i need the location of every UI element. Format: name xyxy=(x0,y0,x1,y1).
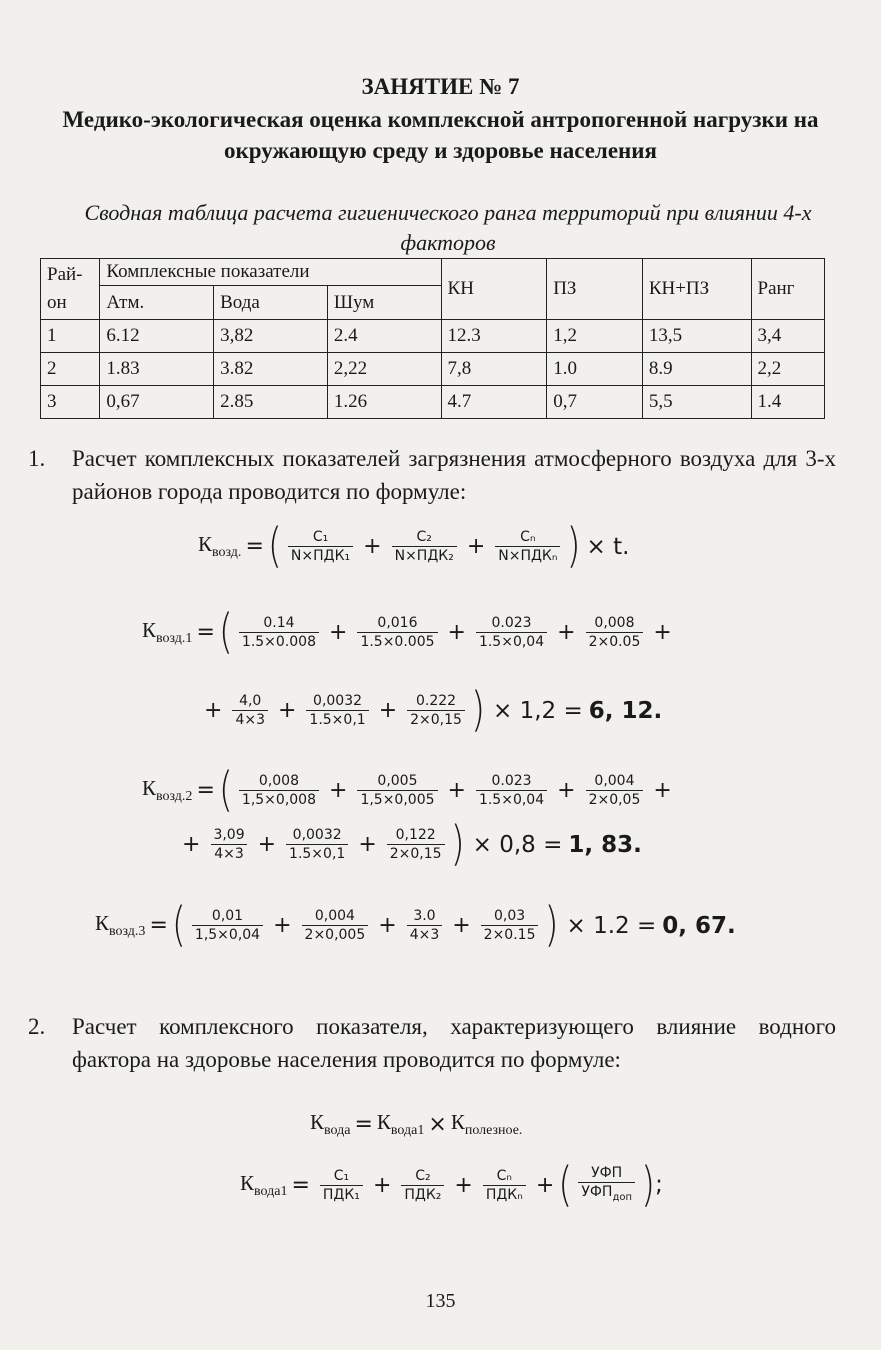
plus-sign: + xyxy=(557,620,576,645)
plus-sign: + xyxy=(372,1172,392,1198)
paren-left: ( xyxy=(171,898,186,953)
semicolon: ; xyxy=(655,1172,663,1199)
result-value: 6, 12. xyxy=(588,697,663,724)
fraction: $\frac{0,0032}{1.5\times 0,1}$ xyxy=(286,826,348,863)
fraction: $\frac{\text{C₂}}{\text{N×ПДК₂}}$ xyxy=(392,528,457,565)
multiplier: × 1,2 = xyxy=(492,697,583,724)
table-row xyxy=(41,386,825,419)
fraction: $\frac{0.023}{1.5\times 0,04}$ xyxy=(476,614,547,651)
paren-right: ) xyxy=(450,817,465,872)
paren-right: ) xyxy=(641,1158,656,1213)
cell: 12.3 xyxy=(441,320,547,353)
formula-tail: × t. xyxy=(586,533,630,560)
paren-right: ) xyxy=(566,519,581,574)
table-caption: Сводная таблица расчета гигиенического ранга территорий при влиянии 4-х факторов xyxy=(84,200,812,255)
col-header-rayon: Рай-он xyxy=(41,259,100,320)
cell: 3 xyxy=(41,386,100,419)
plus-sign: + xyxy=(273,913,292,938)
fraction: $\frac{0.222}{2\times 0,15}$ xyxy=(407,692,465,729)
formula-lhs: $К_{возд.}$ xyxy=(198,531,242,561)
fraction: $\frac{0,016}{1.5\times 0.005}$ xyxy=(357,614,437,651)
cell: 1.26 xyxy=(327,386,441,419)
plus-sign: + xyxy=(378,698,398,723)
multiplier: × 0,8 = xyxy=(472,831,563,858)
cell: 1,2 xyxy=(547,320,643,353)
paragraph-text: Расчет комплексных показателей загрязнения атмосферного воздуха для 3-х районов города проводится по формуле: xyxy=(72,446,836,504)
paragraph-2 xyxy=(28,1010,836,1076)
col-header-rang: Ранг xyxy=(751,259,825,320)
summary-table xyxy=(40,258,825,419)
lesson-subtitle: Медико-экологическая оценка комплексной антропогенной нагрузки на окружающую среду и здоровье населения xyxy=(62,107,819,163)
fraction: $\frac{0,005}{1,5\times 0,005}$ xyxy=(357,772,437,809)
fraction: $\frac{\text{Cₙ}}{\text{N×ПДКₙ}}$ xyxy=(495,528,560,565)
cell: 5,5 xyxy=(642,386,751,419)
cell: 0,7 xyxy=(547,386,643,419)
table-row xyxy=(41,353,825,386)
fraction: $\frac{0,03}{2\times 0.15}$ xyxy=(481,907,539,944)
formula-water-total xyxy=(310,1110,522,1139)
paren-right: ) xyxy=(544,898,559,953)
equals-sign: = xyxy=(354,1112,373,1138)
col-header-group: Комплексные показатели xyxy=(100,259,441,286)
cell: 1.4 xyxy=(751,386,825,419)
col-header-pz: ПЗ xyxy=(547,259,643,320)
fraction: $\frac{0,008}{1,5\times 0,008}$ xyxy=(239,772,319,809)
formula-air-district-1 xyxy=(142,605,676,660)
plus-sign: + xyxy=(329,778,348,803)
paren-left: ( xyxy=(218,605,233,660)
fraction: $\frac{3.0}{4\times 3}$ xyxy=(407,907,443,944)
plus-sign: + xyxy=(257,832,277,857)
formula-air-district-3 xyxy=(95,898,736,953)
cell: 1 xyxy=(41,320,100,353)
plus-sign: + xyxy=(535,1172,555,1198)
list-number: 1. xyxy=(28,446,46,471)
fraction: $\frac{0,0032}{1.5\times 0,1}$ xyxy=(306,692,368,729)
paren-left: ( xyxy=(218,763,233,818)
cell: 1.0 xyxy=(547,353,643,386)
cell: 8.9 xyxy=(642,353,751,386)
formula-term: $К_{полезное.}$ xyxy=(450,1110,523,1139)
cell: 7,8 xyxy=(441,353,547,386)
cell: 1.83 xyxy=(100,353,214,386)
plus-sign: + xyxy=(378,913,397,938)
cell: 2,22 xyxy=(327,353,441,386)
table-row xyxy=(41,320,825,353)
cell: 3,82 xyxy=(214,320,328,353)
formula-term: $К_{вода1}$ xyxy=(376,1110,425,1139)
plus-sign: + xyxy=(277,698,297,723)
result-value: 0, 67. xyxy=(662,912,736,939)
formula-air-district-2 xyxy=(142,763,676,818)
list-number: 2. xyxy=(28,1014,46,1039)
fraction: $\frac{\text{Cₙ}}{\text{ПДКₙ}}$ xyxy=(483,1167,526,1204)
plus-sign: + xyxy=(329,620,348,645)
fraction: $\frac{3,09}{4\times 3}$ xyxy=(210,826,247,863)
col-header-shum: Шум xyxy=(327,286,441,320)
plus-sign: + xyxy=(452,913,471,938)
multiply-sign: × xyxy=(428,1112,447,1138)
equals-sign: = xyxy=(196,620,215,645)
col-header-kn: КН xyxy=(441,259,547,320)
cell: 2.85 xyxy=(214,386,328,419)
multiplier: × 1.2 = xyxy=(566,912,657,939)
formula-general-air xyxy=(198,519,630,574)
plus-sign: + xyxy=(557,778,576,803)
cell: 2.4 xyxy=(327,320,441,353)
formula-lhs: $К_{вода1}$ xyxy=(240,1170,288,1199)
fraction: $\frac{\text{УФП}}{УФП_{доп}}$ xyxy=(578,1164,635,1207)
plus-sign: + xyxy=(653,620,672,645)
page-number: 135 xyxy=(425,1290,456,1312)
fraction: $\frac{0,122}{2\times 0,15}$ xyxy=(387,826,445,863)
formula-lhs: $К_{возд.1}$ xyxy=(142,617,193,647)
result-value: 1, 83. xyxy=(568,831,642,858)
equals-sign: = xyxy=(291,1172,310,1198)
cell: 2,2 xyxy=(751,353,825,386)
plus-sign: + xyxy=(447,778,466,803)
plus-sign: + xyxy=(363,534,382,559)
fraction: $\frac{0,004}{2\times 0,005}$ xyxy=(302,907,369,944)
cell: 3,4 xyxy=(751,320,825,353)
formula-lhs: $К_{вода}$ xyxy=(310,1110,351,1139)
fraction: $\frac{0,01}{1,5\times 0,04}$ xyxy=(192,907,263,944)
paragraph-text: Расчет комплексного показателя, характеризующего влияние водного фактора на здоровье населения проводится по формуле: xyxy=(72,1014,836,1072)
cell: 4.7 xyxy=(441,386,547,419)
formula-air-district-1-cont xyxy=(200,683,663,738)
cell: 6.12 xyxy=(100,320,214,353)
fraction: $\frac{\text{C₁}}{\text{ПДК₁}}$ xyxy=(320,1167,363,1204)
fraction: $\frac{0.14}{1.5\times 0.008}$ xyxy=(239,614,319,651)
paren-left: ( xyxy=(267,519,282,574)
fraction: $\frac{0,008}{2\times 0.05}$ xyxy=(586,614,644,651)
plus-sign: + xyxy=(182,832,201,857)
equals-sign: = xyxy=(149,913,168,938)
formula-water-1 xyxy=(240,1158,663,1213)
plus-sign: + xyxy=(447,620,466,645)
plus-sign: + xyxy=(454,1172,473,1198)
equals-sign: = xyxy=(245,534,264,559)
fraction: $\frac{\text{C₂}}{\text{ПДК₂}}$ xyxy=(401,1167,444,1204)
formula-lhs: $К_{возд.2}$ xyxy=(142,775,193,805)
plus-sign: + xyxy=(358,832,377,857)
fraction: $\frac{0,004}{2\times 0,05}$ xyxy=(586,772,644,809)
equals-sign: = xyxy=(196,778,215,803)
formula-air-district-2-cont xyxy=(178,817,642,872)
col-header-voda: Вода xyxy=(214,286,328,320)
cell: 0,67 xyxy=(100,386,214,419)
plus-sign: + xyxy=(204,698,223,723)
formula-lhs: $К_{возд.3}$ xyxy=(95,910,146,940)
fraction: $\frac{\text{C₁}}{\text{N×ПДК₁}}$ xyxy=(288,528,353,565)
fraction: $\frac{0.023}{1.5\times 0,04}$ xyxy=(476,772,547,809)
col-header-knpz: КН+ПЗ xyxy=(642,259,751,320)
paren-left: ( xyxy=(558,1158,573,1213)
cell: 3.82 xyxy=(214,353,328,386)
col-header-atm: Атм. xyxy=(100,286,214,320)
cell: 2 xyxy=(41,353,100,386)
paren-right: ) xyxy=(470,683,485,738)
plus-sign: + xyxy=(653,778,672,803)
cell: 13,5 xyxy=(642,320,751,353)
paragraph-1 xyxy=(28,442,836,508)
table-header-row xyxy=(41,259,825,286)
plus-sign: + xyxy=(466,534,486,559)
fraction: $\frac{4,0}{4\times 3}$ xyxy=(232,692,268,729)
lesson-title: ЗАНЯТИЕ № 7 xyxy=(361,74,520,99)
